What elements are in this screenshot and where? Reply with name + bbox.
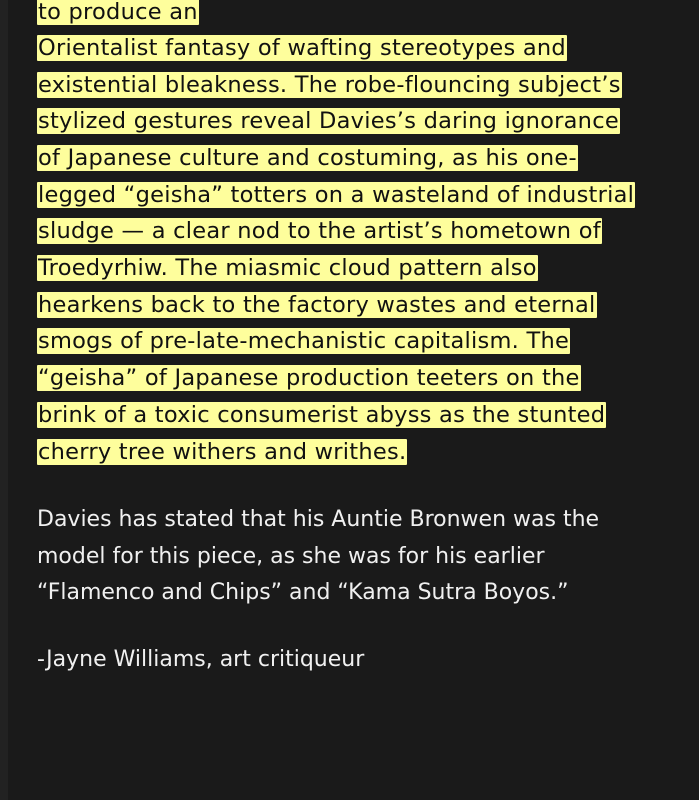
highlighted-text[interactable]: smogs of pre-late-mechanistic capitalism. The <box>38 328 570 354</box>
highlighted-line[interactable] <box>37 290 597 320</box>
highlighted-text[interactable]: Troedyrhiw. The miasmic cloud pattern also <box>38 255 537 281</box>
paragraph-line[interactable]: Davies has stated that his Auntie Bronwen was the <box>37 507 600 532</box>
highlighted-line[interactable] <box>37 437 407 467</box>
highlighted-line[interactable] <box>37 143 578 173</box>
highlighted-text[interactable]: of Japanese culture and costuming, as his one- <box>38 145 577 171</box>
highlighted-line[interactable] <box>37 400 606 430</box>
paragraph-line[interactable]: “Flamenco and Chips” and “Kama Sutra Boyos.” <box>37 580 569 605</box>
highlighted-text[interactable]: hearkens back to the factory wastes and eternal <box>38 292 596 318</box>
highlighted-line[interactable] <box>37 0 199 27</box>
highlighted-line[interactable] <box>37 70 622 100</box>
signature[interactable] <box>37 642 677 679</box>
paragraph-line[interactable]: model for this piece, as she was for his earlier <box>37 543 545 569</box>
highlighted-text[interactable]: “geisha” of Japanese production teeters on the <box>38 365 580 391</box>
highlighted-text[interactable]: to produce an <box>38 0 198 25</box>
highlighted-text[interactable]: existential bleakness. The robe-flouncing subject’s <box>38 72 621 98</box>
highlighted-text[interactable]: cherry tree withers and writhes. <box>38 439 407 465</box>
highlighted-text[interactable]: legged “geisha” totters on a wasteland of industrial <box>38 182 635 208</box>
highlighted-line[interactable] <box>37 106 620 136</box>
highlighted-text[interactable]: stylized gestures reveal Davies’s daring ignorance <box>38 108 619 134</box>
highlighted-line[interactable] <box>37 180 635 210</box>
page-left-edge <box>0 0 8 800</box>
highlighted-line[interactable] <box>37 216 602 246</box>
highlighted-text[interactable]: sludge — a clear nod to the artist’s hometown of <box>38 218 601 244</box>
signature-text[interactable]: -Jayne Williams, art critiqueur <box>37 647 365 672</box>
highlighted-line[interactable] <box>37 363 581 393</box>
highlighted-line[interactable] <box>37 326 570 356</box>
highlighted-text[interactable]: brink of a toxic consumerist abyss as the stunted <box>38 402 606 428</box>
highlighted-text[interactable]: Orientalist fantasy of wafting stereotypes and <box>38 35 566 61</box>
highlighted-line[interactable] <box>37 253 538 283</box>
body-paragraph[interactable] <box>37 502 677 612</box>
highlighted-line[interactable] <box>37 33 567 63</box>
